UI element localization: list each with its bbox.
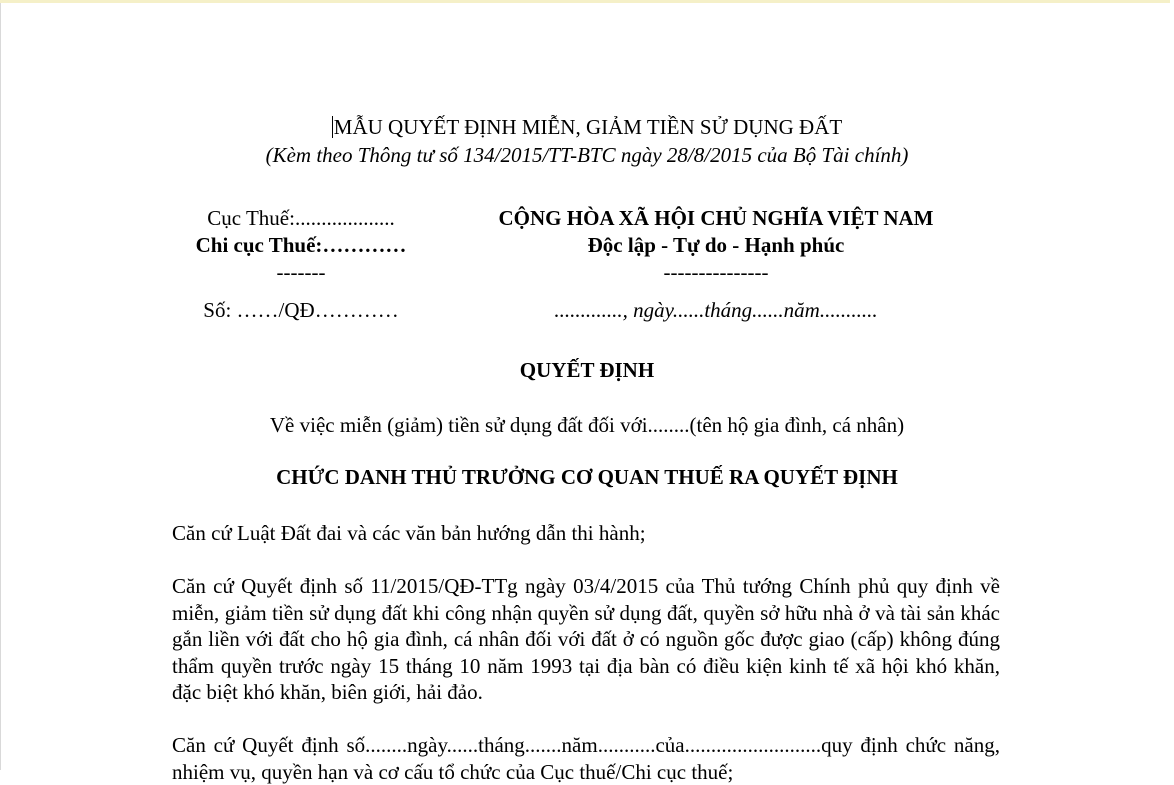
paragraph-legal-basis-decision-11: Căn cứ Quyết định số 11/2015/QĐ-TTg ngày 03/4/2015 của Thủ tướng Chính phủ quy định về miễn, giảm tiền sử dụng đất khi công nhận quyền sử dụng đất, quyền sở hữu nhà ở và tài sản khác gắn liền với đất cho hộ gia đình, cá nhân đối với đất ở có nguồn gốc được giao (cấp) không đúng thẩm quyền trước ngày 15 tháng 10 năm 1993 tại địa bàn có điều kiện kinh tế xã hội khó khăn, đặc biệt khó khăn, biên giới, hải đảo.: [172, 574, 1000, 704]
date-line: ............., ngày......tháng......năm...........: [554, 298, 878, 322]
tax-department-label: Cục Thuế:...................: [207, 206, 395, 230]
country-name: CỘNG HÒA XÃ HỘI CHỦ NGHĨA VIỆT NAM: [498, 206, 934, 230]
document-title-text: MẪU QUYẾT ĐỊNH MIỄN, GIẢM TIỀN SỬ DỤNG ĐẤT: [333, 115, 843, 139]
issuing-authority: CHỨC DANH THỦ TRƯỞNG CƠ QUAN THUẾ RA QUYẾT ĐỊNH: [276, 465, 898, 489]
decision-title: QUYẾT ĐỊNH: [519, 358, 655, 382]
document-subtitle: (Kèm theo Thông tư số 134/2015/TT-BTC ngày 28/8/2015 của Bộ Tài chính): [265, 143, 909, 167]
right-header-divider: ---------------: [663, 260, 769, 284]
paragraph-legal-basis-land-law: Căn cứ Luật Đất đai và các văn bản hướng dẫn thi hành;: [172, 521, 646, 545]
national-motto: Độc lập - Tự do - Hạnh phúc: [587, 233, 845, 257]
tax-branch-label: Chi cục Thuế:…………: [195, 233, 407, 257]
document-title: [0, 115, 1174, 140]
paragraph-legal-basis-functions: Căn cứ Quyết định số........ngày......tháng.......năm...........của..........................quy định chức năng, nhiệm vụ, quyền hạn và cơ cấu tổ chức của Cục thuế/Chi cục thuế;: [172, 733, 1000, 784]
decision-number: Số: ……/QĐ…………: [203, 298, 399, 322]
text-cursor: [332, 116, 333, 138]
decision-subject: Về việc miễn (giảm) tiền sử dụng đất đối với........(tên hộ gia đình, cá nhân): [269, 413, 905, 437]
left-header-divider: -------: [276, 260, 326, 284]
